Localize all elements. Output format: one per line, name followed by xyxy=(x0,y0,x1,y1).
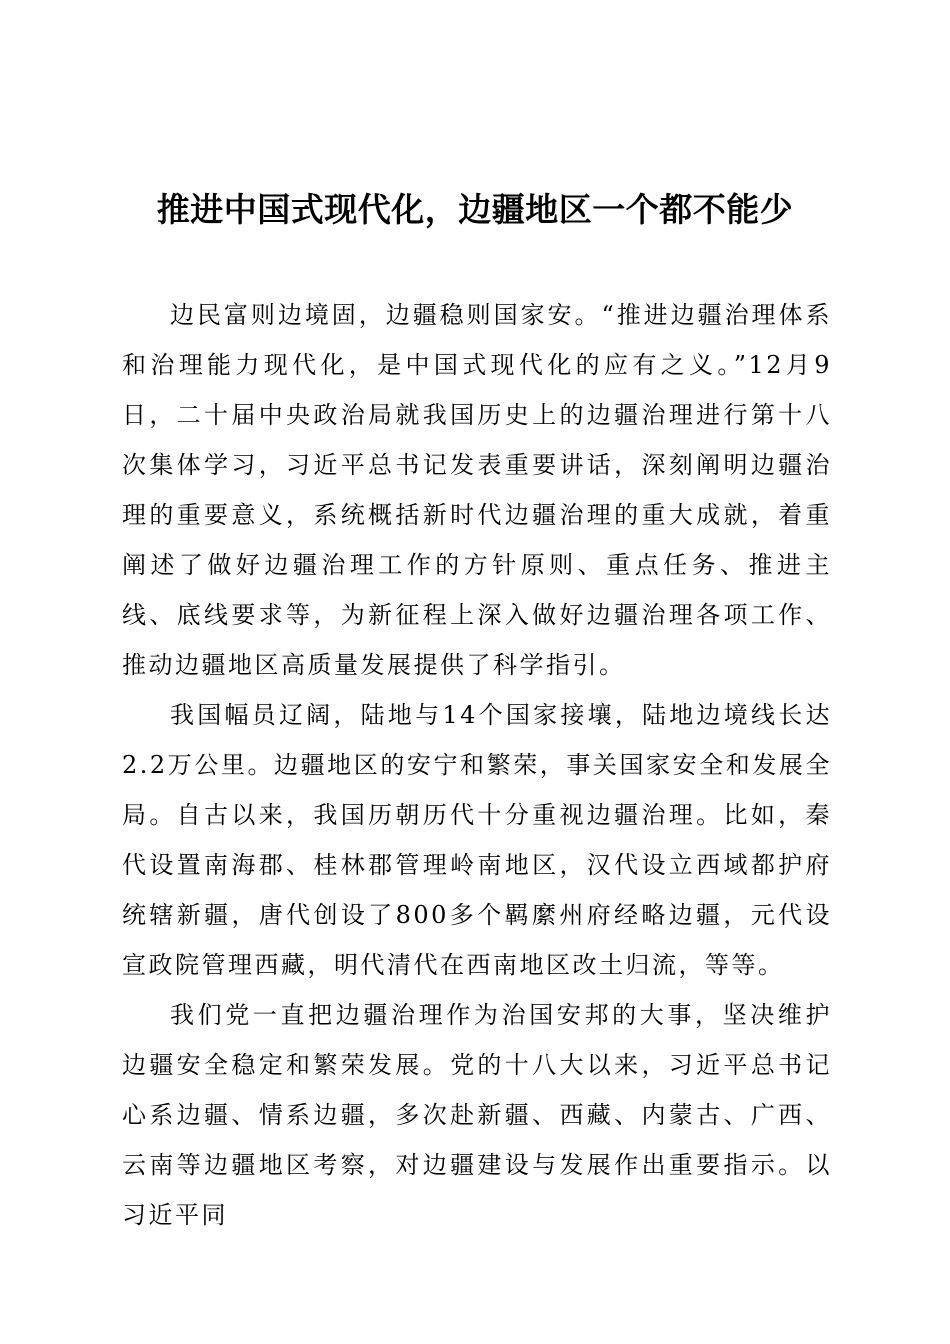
paragraph-2: 我国幅员辽阔，陆地与14个国家接壤，陆地边境线长达2.2万公里。边疆地区的安宁和繁荣，事关国家安全和发展全局。自古以来，我国历朝历代十分重视边疆治理。比如，秦代设置南海郡、桂林郡管理岭南地区，汉代设立西域都护府统辖新疆，唐代创设了800多个羁縻州府经略边疆，元代设宣政院管理西藏，明代清代在西南地区改土归流，等等。 xyxy=(122,701,832,979)
document-title: 推进中国式现代化，边疆地区一个都不能少 xyxy=(156,190,794,229)
paragraph-1: 边民富则边境固，边疆稳则国家安。“推进边疆治理体系和治理能力现代化，是中国式现代化的应有之义。”12月9日，二十届中央政治局就我国历史上的边疆治理进行第十八次集体学习，习近平总书记发表重要讲话，深刻阐明边疆治理的重要意义，系统概括新时代边疆治理的重大成就，着重阐述了做好边疆治理工作的方针原则、重点任务、推进主线、底线要求等，为新征程上深入做好边疆治理各项工作、推动边疆地区高质量发展提供了科学指引。 xyxy=(122,301,832,679)
paragraph-3: 我们党一直把边疆治理作为治国安邦的大事，坚决维护边疆安全稳定和繁荣发展。党的十八大以来，习近平总书记心系边疆、情系边疆，多次赴新疆、西藏、内蒙古、广西、云南等边疆地区考察，对边疆建设与发展作出重要指示。以习近平同 xyxy=(122,1001,832,1229)
document-body xyxy=(122,290,832,1240)
